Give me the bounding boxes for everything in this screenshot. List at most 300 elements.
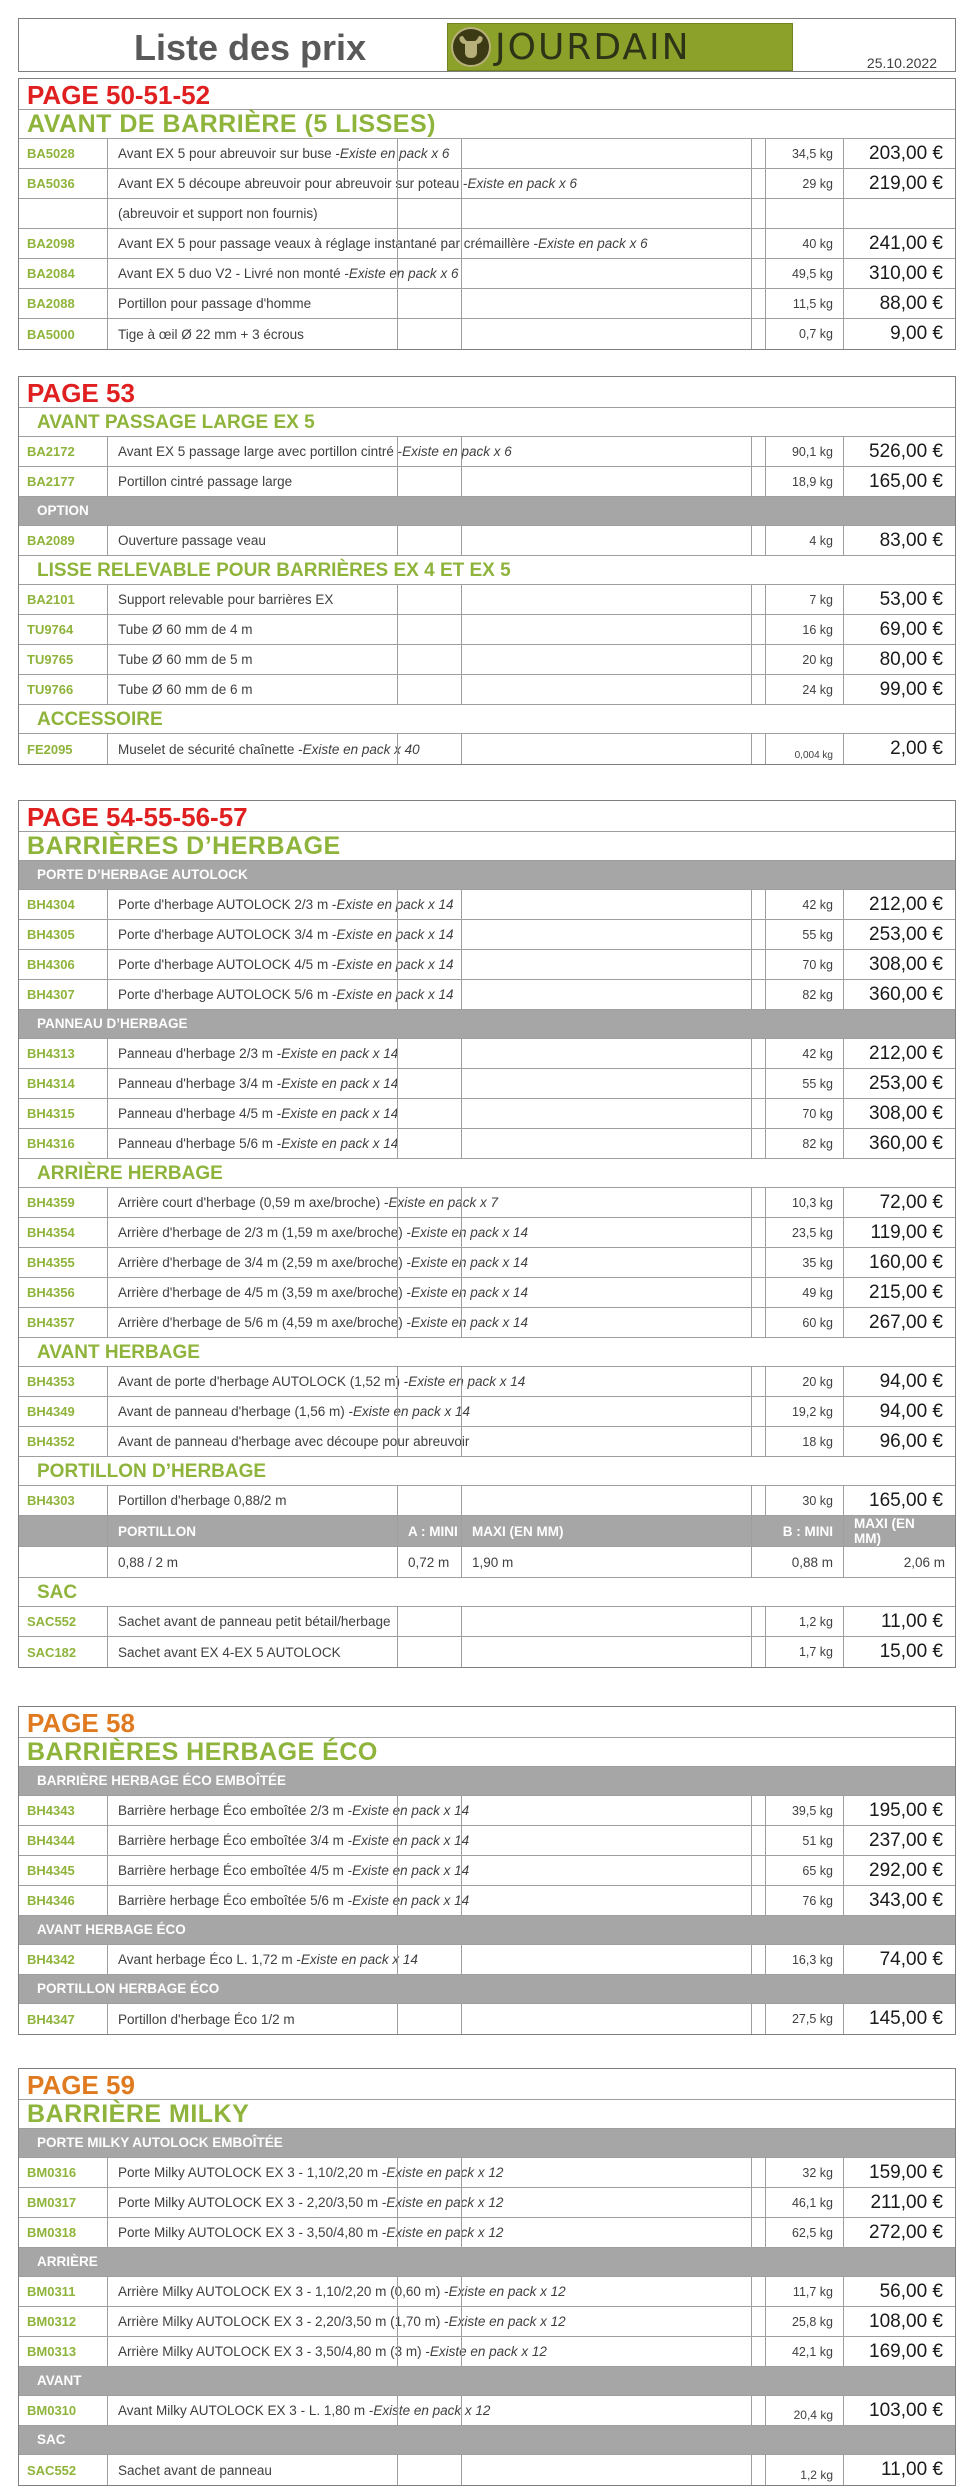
product-price: 267,00 € <box>843 1308 955 1337</box>
subsection-title: SAC <box>19 1578 955 1607</box>
product-description: Avant de porte d'herbage AUTOLOCK (1,52 m) - Existe en pack x 14 <box>107 1367 751 1396</box>
column-divider <box>461 615 462 644</box>
product-weight: 23,5 kg <box>765 1218 843 1247</box>
spacer-cell <box>751 675 765 704</box>
product-description: Panneau d'herbage 4/5 m - Existe en pack x 14 <box>107 1099 751 1128</box>
price-row <box>19 2004 955 2034</box>
product-description: Arrière d'herbage de 4/5 m (3,59 m axe/broche) - Existe en pack x 14 <box>107 1278 751 1307</box>
price-row <box>19 1248 955 1278</box>
product-price: 74,00 € <box>843 1945 955 1974</box>
product-code <box>19 199 107 228</box>
spacer-cell <box>751 2307 765 2336</box>
pack-note: Existe en pack x 14 <box>410 1255 529 1270</box>
product-code: BA2101 <box>27 592 75 607</box>
product-price: 9,00 € <box>843 319 955 349</box>
product-code: BM0316 <box>27 2165 77 2180</box>
column-divider <box>461 437 462 466</box>
product-code: BA2172 <box>27 444 75 459</box>
spacer-cell <box>751 1129 765 1158</box>
column-divider <box>397 2396 398 2425</box>
product-description: Porte Milky AUTOLOCK EX 3 - 3,50/4,80 m - Existe en pack x 12 <box>107 2218 751 2247</box>
product-price: 160,00 € <box>843 1248 955 1277</box>
pack-note: Existe en pack x 14 <box>408 1374 526 1389</box>
column-divider <box>397 980 398 1009</box>
price-row <box>19 2396 955 2426</box>
product-price: 83,00 € <box>843 526 955 555</box>
column-divider <box>397 1637 398 1667</box>
price-row <box>19 675 955 705</box>
pack-note: Existe en pack x 12 <box>373 2403 491 2418</box>
product-price: 53,00 € <box>843 585 955 614</box>
product-code: BA2089 <box>27 533 75 548</box>
product-price <box>843 199 955 228</box>
column-divider <box>397 2218 398 2247</box>
column-divider <box>397 734 398 764</box>
product-weight: 20,4 kg <box>765 2396 843 2425</box>
column-divider <box>397 1039 398 1068</box>
pack-note: Existe en pack x 7 <box>388 1195 499 1210</box>
product-price: 211,00 € <box>843 2188 955 2217</box>
product-weight: 49 kg <box>765 1278 843 1307</box>
section-title: BARRIÈRE MILKY <box>19 2100 955 2129</box>
product-price: 343,00 € <box>843 1886 955 1915</box>
spacer-cell <box>751 615 765 644</box>
product-description: Avant EX 5 découpe abreuvoir pour abreuvoir sur poteau - Existe en pack x 6 <box>107 169 751 198</box>
column-divider <box>461 2158 462 2187</box>
column-divider <box>461 2455 462 2485</box>
column-divider <box>461 1796 462 1825</box>
column-divider <box>461 1856 462 1885</box>
product-code: BH4304 <box>27 897 75 912</box>
product-code: TU9766 <box>27 682 74 697</box>
price-row <box>19 467 955 497</box>
pack-note: Existe en pack x 14 <box>410 1315 529 1330</box>
product-price: 195,00 € <box>843 1796 955 1825</box>
product-description: Arrière Milky AUTOLOCK EX 3 - 2,20/3,50 m (1,70 m) - Existe en pack x 12 <box>107 2307 751 2336</box>
column-divider <box>461 1069 462 1098</box>
product-weight: 34,5 kg <box>765 139 843 168</box>
pack-note: Existe en pack x 12 <box>386 2225 504 2240</box>
product-code: BH4349 <box>27 1404 75 1419</box>
product-code: BH4305 <box>27 927 75 942</box>
spacer-cell <box>751 1188 765 1217</box>
column-divider <box>397 259 398 288</box>
column-divider <box>461 1486 462 1515</box>
price-row <box>19 169 955 199</box>
column-divider <box>397 585 398 614</box>
category-header: PANNEAU D’HERBAGE <box>19 1010 955 1039</box>
column-divider <box>461 2188 462 2217</box>
price-row <box>19 1218 955 1248</box>
column-divider <box>461 1637 462 1667</box>
dimension-cell: PORTILLON <box>107 1516 397 1546</box>
price-row <box>19 437 955 467</box>
pack-note: Existe en pack x 6 <box>467 176 578 191</box>
column-divider <box>397 1486 398 1515</box>
spacer-cell <box>751 169 765 198</box>
price-row <box>19 1069 955 1099</box>
product-price: 215,00 € <box>843 1278 955 1307</box>
price-row <box>19 1308 955 1338</box>
product-description: Arrière court d'herbage (0,59 m axe/broche) - Existe en pack x 7 <box>107 1188 751 1217</box>
document-date: 25.10.2022 <box>866 55 937 71</box>
column-divider <box>397 1427 398 1456</box>
product-price: 292,00 € <box>843 1856 955 1885</box>
product-code: BM0312 <box>27 2314 77 2329</box>
pack-note: Existe en pack x 14 <box>281 1136 399 1151</box>
product-code: BA2177 <box>27 474 75 489</box>
product-price: 165,00 € <box>843 467 955 496</box>
spacer-cell <box>751 1607 765 1636</box>
price-row <box>19 2218 955 2248</box>
column-divider <box>397 2158 398 2187</box>
category-header: BARRIÈRE HERBAGE ÉCO EMBOÎTÉE <box>19 1767 955 1796</box>
price-row <box>19 2307 955 2337</box>
product-code: BH4345 <box>27 1863 75 1878</box>
product-description: (abreuvoir et support non fournis) <box>107 199 751 228</box>
column-divider <box>397 2188 398 2217</box>
spacer-cell <box>751 467 765 496</box>
price-row <box>19 615 955 645</box>
product-weight: 0,004 kg <box>765 734 843 764</box>
product-weight: 20 kg <box>765 1367 843 1396</box>
product-description: Sachet avant de panneau <box>107 2455 751 2485</box>
product-description: Arrière Milky AUTOLOCK EX 3 - 3,50/4,80 m (3 m) - Existe en pack x 12 <box>107 2337 751 2366</box>
product-code: BH4344 <box>27 1833 75 1848</box>
product-price: 2,00 € <box>843 734 955 764</box>
pack-note: Existe en pack x 14 <box>352 1893 470 1908</box>
product-description: Avant EX 5 passage large avec portillon cintré - Existe en pack x 6 <box>107 437 751 466</box>
price-row <box>19 645 955 675</box>
product-weight: 20 kg <box>765 645 843 674</box>
product-code: BH4307 <box>27 987 75 1002</box>
pack-note: Existe en pack x 6 <box>348 266 459 281</box>
spacer-cell <box>751 199 765 228</box>
dimension-cell: 1,90 m <box>461 1547 751 1577</box>
spacer-cell <box>751 1278 765 1307</box>
product-code: BA5036 <box>27 176 75 191</box>
product-code: SAC552 <box>27 1614 77 1629</box>
product-weight: 40 kg <box>765 229 843 258</box>
page-title: Liste des prix <box>134 27 367 68</box>
spacer-cell <box>751 1886 765 1915</box>
spacer-cell <box>751 890 765 919</box>
price-row <box>19 1367 955 1397</box>
product-weight: 10,3 kg <box>765 1188 843 1217</box>
column-divider <box>461 199 462 228</box>
product-description: Avant de panneau d'herbage avec découpe pour abreuvoir <box>107 1427 751 1456</box>
column-divider <box>397 1826 398 1855</box>
subsection-title: PORTILLON D’HERBAGE <box>19 1457 955 1486</box>
product-weight: 51 kg <box>765 1826 843 1855</box>
column-divider <box>461 1308 462 1337</box>
subsection-title: ARRIÈRE HERBAGE <box>19 1159 955 1188</box>
product-weight: 55 kg <box>765 920 843 949</box>
product-weight: 46,1 kg <box>765 2188 843 2217</box>
product-code: BM0318 <box>27 2225 77 2240</box>
product-price: 212,00 € <box>843 1039 955 1068</box>
product-weight: 42,1 kg <box>765 2337 843 2366</box>
product-code: BH4359 <box>27 1195 75 1210</box>
spacer-cell <box>751 1099 765 1128</box>
product-weight: 0,7 kg <box>765 319 843 349</box>
product-code: BA2084 <box>27 266 75 281</box>
section-title: BARRIÈRES D’HERBAGE <box>19 832 955 861</box>
product-price: 253,00 € <box>843 1069 955 1098</box>
column-divider <box>397 2307 398 2336</box>
product-code: BH4306 <box>27 957 75 972</box>
product-code: BM0313 <box>27 2344 77 2359</box>
column-divider <box>461 645 462 674</box>
price-row <box>19 289 955 319</box>
spacer-cell <box>751 437 765 466</box>
subsection-title: AVANT HERBAGE <box>19 1338 955 1367</box>
bull-head-icon <box>451 27 491 67</box>
dimension-cell: 0,88 m <box>751 1547 843 1577</box>
column-divider <box>461 2218 462 2247</box>
product-weight: 11,5 kg <box>765 289 843 318</box>
column-divider <box>397 1856 398 1885</box>
product-weight: 82 kg <box>765 1129 843 1158</box>
product-code: BM0311 <box>27 2284 76 2299</box>
price-row <box>19 1427 955 1457</box>
spacer-cell <box>751 229 765 258</box>
column-divider <box>397 319 398 349</box>
spacer-cell <box>751 950 765 979</box>
product-description: Muselet de sécurité chaînette - Existe en pack x 40 <box>107 734 751 764</box>
column-divider <box>397 1945 398 1974</box>
dimension-cell: B : MINI <box>751 1516 843 1546</box>
price-row <box>19 319 955 349</box>
product-weight: 39,5 kg <box>765 1796 843 1825</box>
column-divider <box>461 585 462 614</box>
price-section <box>18 1706 956 2035</box>
column-divider <box>397 1607 398 1636</box>
column-divider <box>461 1427 462 1456</box>
product-weight: 25,8 kg <box>765 2307 843 2336</box>
page-reference: PAGE 53 <box>19 377 955 408</box>
price-row <box>19 139 955 169</box>
product-code: BH4352 <box>27 1434 75 1449</box>
product-description: Avant EX 5 pour passage veaux à réglage instantané par crémaillère - Existe en pack x 6 <box>107 229 751 258</box>
product-code: BH4347 <box>27 2011 75 2027</box>
column-divider <box>461 2277 462 2306</box>
product-code: SAC552 <box>27 2462 77 2478</box>
product-description: Tige à œil Ø 22 mm + 3 écrous <box>107 319 751 349</box>
product-description: Porte d'herbage AUTOLOCK 5/6 m - Existe en pack x 14 <box>107 980 751 1009</box>
pack-note: Existe en pack x 12 <box>429 2344 547 2359</box>
column-divider <box>461 1039 462 1068</box>
column-divider <box>397 1278 398 1307</box>
column-divider <box>461 526 462 555</box>
spacer-cell <box>751 1069 765 1098</box>
dimensions-header <box>19 1516 955 1547</box>
spacer-cell <box>751 1039 765 1068</box>
product-price: 119,00 € <box>843 1218 955 1247</box>
product-weight: 29 kg <box>765 169 843 198</box>
column-divider <box>397 1886 398 1915</box>
product-price: 15,00 € <box>843 1637 955 1667</box>
product-price: 308,00 € <box>843 950 955 979</box>
pack-note: Existe en pack x 14 <box>336 897 454 912</box>
price-row <box>19 1856 955 1886</box>
product-price: 310,00 € <box>843 259 955 288</box>
pack-note: Existe en pack x 14 <box>352 1833 470 1848</box>
column-divider <box>461 169 462 198</box>
price-section <box>18 376 956 765</box>
product-description: Portillon d'herbage 0,88/2 m <box>107 1486 751 1515</box>
price-row <box>19 1607 955 1637</box>
pack-note: Existe en pack x 14 <box>410 1285 529 1300</box>
product-weight: 42 kg <box>765 1039 843 1068</box>
column-divider <box>397 169 398 198</box>
price-row <box>19 1637 955 1667</box>
spacer-cell <box>751 289 765 318</box>
product-code: BA5028 <box>27 146 75 161</box>
product-description: Avant de panneau d'herbage (1,56 m) - Existe en pack x 14 <box>107 1397 751 1426</box>
product-weight: 70 kg <box>765 1099 843 1128</box>
product-code: BA2098 <box>27 236 75 251</box>
column-divider <box>461 229 462 258</box>
dimension-cell: MAXI (EN MM) <box>461 1516 751 1546</box>
page-reference: PAGE 50-51-52 <box>19 79 955 110</box>
product-code: TU9765 <box>27 652 74 667</box>
pack-note: Existe en pack x 6 <box>339 146 450 161</box>
column-divider <box>397 1397 398 1426</box>
product-price: 360,00 € <box>843 980 955 1009</box>
product-description: Barrière herbage Éco emboîtée 4/5 m - Existe en pack x 14 <box>107 1856 751 1885</box>
column-divider <box>461 1886 462 1915</box>
pack-note: Existe en pack x 6 <box>538 236 648 251</box>
category-header: PORTILLON HERBAGE ÉCO <box>19 1975 955 2004</box>
product-price: 72,00 € <box>843 1188 955 1217</box>
product-description: Avant herbage Éco L. 1,72 m - Existe en pack x 14 <box>107 1945 751 1974</box>
product-price: 11,00 € <box>843 2455 955 2485</box>
column-divider <box>397 437 398 466</box>
product-description: Tube Ø 60 mm de 4 m <box>107 615 751 644</box>
product-description: Portillon pour passage d'homme <box>107 289 751 318</box>
product-code: BM0317 <box>27 2195 77 2210</box>
section-title: AVANT DE BARRIÈRE (5 LISSES) <box>19 110 955 139</box>
product-weight: 4 kg <box>765 526 843 555</box>
column-divider <box>397 229 398 258</box>
pack-note: Existe en pack x 14 <box>300 1952 418 1967</box>
category-header: AVANT HERBAGE ÉCO <box>19 1916 955 1945</box>
product-price: 219,00 € <box>843 169 955 198</box>
product-price: 203,00 € <box>843 139 955 168</box>
product-price: 241,00 € <box>843 229 955 258</box>
spacer-cell <box>751 2337 765 2366</box>
product-code: BH4315 <box>27 1106 75 1121</box>
product-weight: 27,5 kg <box>765 2004 843 2034</box>
product-weight: 30 kg <box>765 1486 843 1515</box>
product-description: Panneau d'herbage 5/6 m - Existe en pack x 14 <box>107 1129 751 1158</box>
product-description: Portillon d'herbage Éco 1/2 m <box>107 2004 751 2034</box>
price-section <box>18 800 956 1668</box>
pack-note: Existe en pack x 14 <box>336 957 454 972</box>
price-row <box>19 920 955 950</box>
column-divider <box>461 319 462 349</box>
pack-note: Existe en pack x 40 <box>302 741 420 757</box>
pack-note: Existe en pack x 12 <box>386 2195 504 2210</box>
subsection-title: ACCESSOIRE <box>19 705 955 734</box>
product-price: 96,00 € <box>843 1427 955 1456</box>
category-header: AVANT <box>19 2367 955 2396</box>
price-row <box>19 229 955 259</box>
page-reference: PAGE 54-55-56-57 <box>19 801 955 832</box>
product-code: BH4356 <box>27 1285 75 1300</box>
product-description: Barrière herbage Éco emboîtée 3/4 m - Existe en pack x 14 <box>107 1826 751 1855</box>
price-row <box>19 2337 955 2367</box>
pack-note: Existe en pack x 6 <box>402 444 512 459</box>
pack-note: Existe en pack x 14 <box>281 1046 399 1061</box>
product-price: 159,00 € <box>843 2158 955 2187</box>
product-description: Arrière d'herbage de 2/3 m (1,59 m axe/broche) - Existe en pack x 14 <box>107 1218 751 1247</box>
product-weight: 49,5 kg <box>765 259 843 288</box>
spacer-cell <box>751 2277 765 2306</box>
pack-note: Existe en pack x 14 <box>352 1863 470 1878</box>
price-row <box>19 1129 955 1159</box>
spacer-cell <box>751 2396 765 2425</box>
product-weight: 16 kg <box>765 615 843 644</box>
column-divider <box>397 1099 398 1128</box>
column-divider <box>461 2337 462 2366</box>
product-weight <box>765 199 843 228</box>
price-row <box>19 199 955 229</box>
price-row <box>19 1278 955 1308</box>
spacer-cell <box>751 1856 765 1885</box>
product-price: 237,00 € <box>843 1826 955 1855</box>
product-weight: 60 kg <box>765 1308 843 1337</box>
spacer-cell <box>751 920 765 949</box>
column-divider <box>397 615 398 644</box>
spacer-cell <box>751 2218 765 2247</box>
subsection-title: LISSE RELEVABLE POUR BARRIÈRES EX 4 ET EX 5 <box>19 556 955 585</box>
price-row <box>19 1945 955 1975</box>
product-price: 145,00 € <box>843 2004 955 2034</box>
price-row <box>19 526 955 556</box>
spacer-cell <box>751 2004 765 2034</box>
price-row <box>19 1826 955 1856</box>
section-title: BARRIÈRES HERBAGE ÉCO <box>19 1738 955 1767</box>
column-divider <box>461 734 462 764</box>
spacer-cell <box>751 1308 765 1337</box>
spacer-cell <box>751 1218 765 1247</box>
column-divider <box>397 675 398 704</box>
price-row <box>19 2158 955 2188</box>
column-divider <box>461 1367 462 1396</box>
product-description: Avant EX 5 duo V2 - Livré non monté - Existe en pack x 6 <box>107 259 751 288</box>
column-divider <box>397 890 398 919</box>
product-price: 94,00 € <box>843 1397 955 1426</box>
category-header: ARRIÈRE <box>19 2248 955 2277</box>
spacer-cell <box>751 585 765 614</box>
product-description: Avant EX 5 pour abreuvoir sur buse - Existe en pack x 6 <box>107 139 751 168</box>
column-divider <box>397 1069 398 1098</box>
brand-name: JOURDAIN <box>495 26 691 68</box>
product-description: Porte d'herbage AUTOLOCK 3/4 m - Existe en pack x 14 <box>107 920 751 949</box>
product-price: 253,00 € <box>843 920 955 949</box>
spacer-cell <box>751 2158 765 2187</box>
product-price: 103,00 € <box>843 2396 955 2425</box>
column-divider <box>461 1826 462 1855</box>
price-row <box>19 1486 955 1516</box>
spacer-cell <box>751 526 765 555</box>
spacer-cell <box>751 1486 765 1515</box>
product-weight: 1,2 kg <box>765 1607 843 1636</box>
dimension-cell: 0,72 m <box>397 1547 461 1577</box>
product-description: Panneau d'herbage 3/4 m - Existe en pack x 14 <box>107 1069 751 1098</box>
